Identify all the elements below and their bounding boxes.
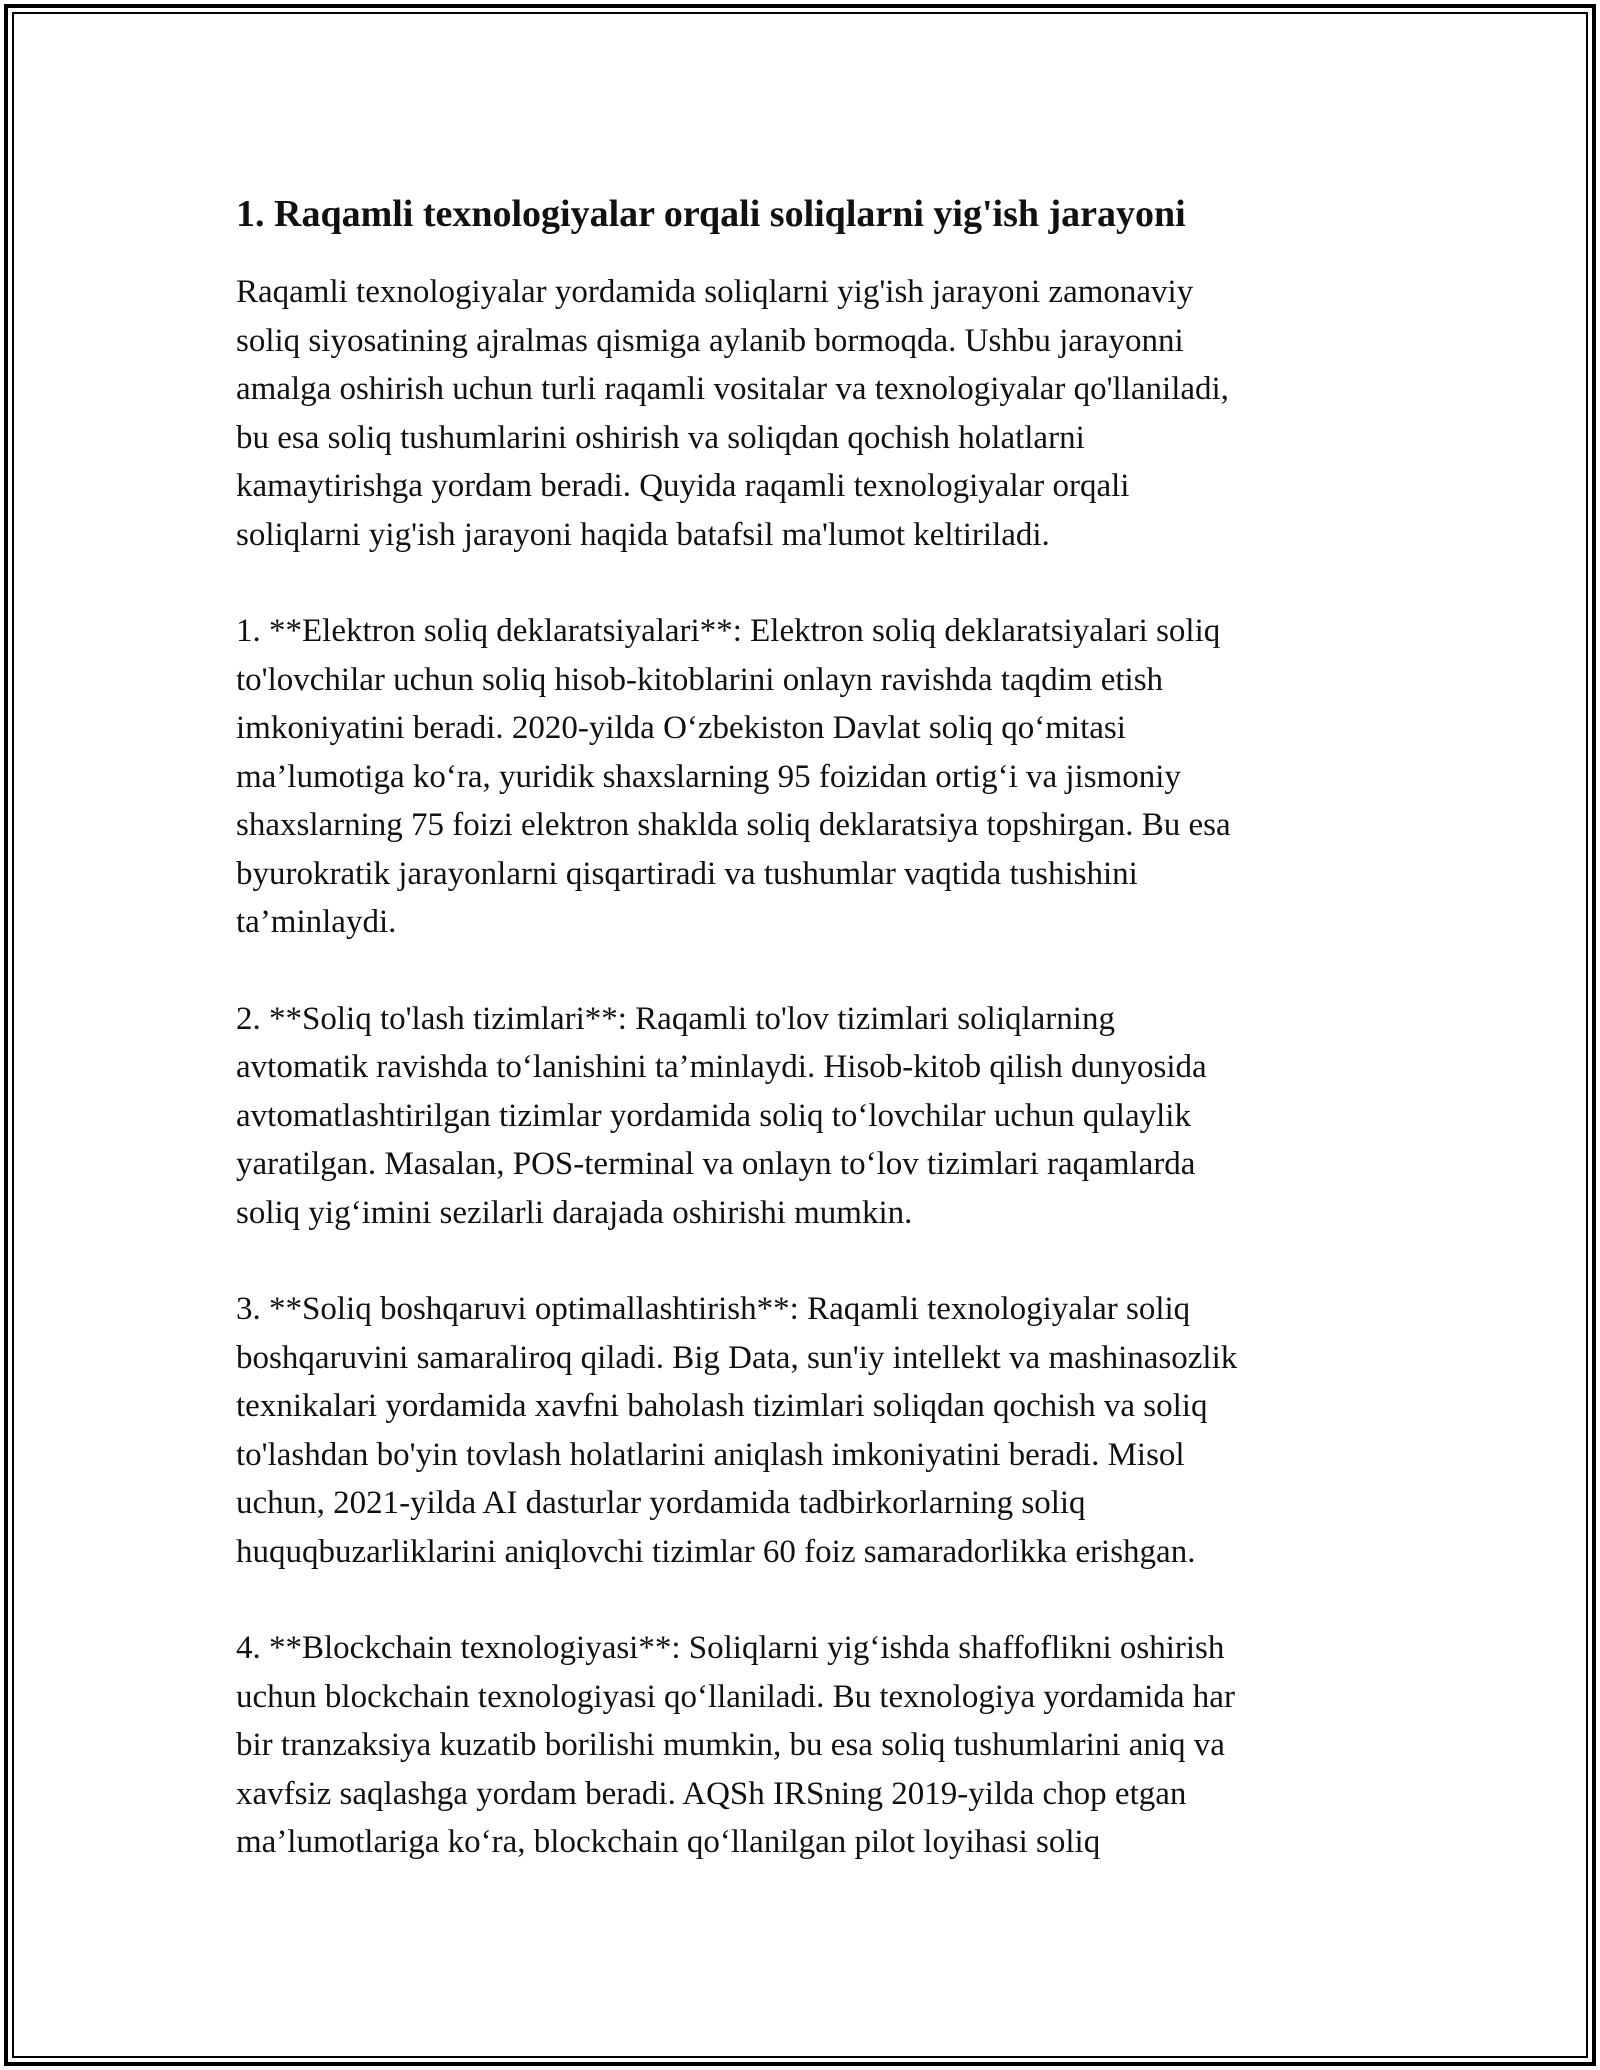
text-line: soliq yig‘imini sezilarli darajada oshirishi mumkin. — [236, 1194, 913, 1231]
text-line: amalga oshirish uchun turli raqamli vositalar va texnologiyalar qo'llaniladi, — [236, 371, 1229, 407]
text-line: uchun, 2021-yilda AI dasturlar yordamida tadbirkorlarning soliq — [236, 1485, 1086, 1521]
text-line: ma’lumotlariga ko‘ra, blockchain qo‘llanilgan pilot loyihasi soliq — [236, 1824, 1101, 1860]
paragraph — [236, 1624, 1386, 1867]
text-line: bir tranzaksiya kuzatib borilishi mumkin, bu esa soliq tushumlarini aniq va — [236, 1727, 1225, 1763]
paragraph — [236, 268, 1386, 559]
text-line: uchun blockchain texnologiyasi qo‘llaniladi. Bu texnologiya yordamida har — [236, 1678, 1235, 1715]
text-line: boshqaruvini samaraliroq qiladi. Big Data, sun'iy intellekt va mashinasozlik — [236, 1339, 1238, 1376]
text-line: ma’lumotiga ko‘ra, yuridik shaxslarning 95 foizidan ortig‘i va jismoniy — [236, 758, 1181, 795]
paragraph — [236, 1285, 1386, 1576]
text-line: 4. **Blockchain texnologiyasi**: Soliqlarni yig‘ishda shaffoflikni oshirish — [236, 1630, 1225, 1666]
text-line: to'lashdan bo'yin tovlash holatlarini aniqlash imkoniyatini beradi. Misol — [236, 1436, 1185, 1473]
text-line: avtomatik ravishda to‘lanishini ta’minlaydi. Hisob-kitob qilish dunyosida — [236, 1049, 1207, 1085]
document-body — [236, 186, 1386, 1915]
text-line: yaratilgan. Masalan, POS-terminal va onlayn to‘lov tizimlari raqamlarda — [236, 1146, 1196, 1182]
text-line: avtomatlashtirilgan tizimlar yordamida soliq to‘lovchilar uchun qulaylik — [236, 1097, 1191, 1134]
text-line: 2. **Soliq to'lash tizimlari**: Raqamli to'lov tizimlari soliqlarning — [236, 1000, 1115, 1037]
text-line: huquqbuzarliklarini aniqlovchi tizimlar 60 foiz samaradorlikka erishgan. — [236, 1533, 1196, 1570]
text-line: imkoniyatini beradi. 2020-yilda O‘zbekiston Davlat soliq qo‘mitasi — [236, 710, 1126, 746]
paragraph — [236, 995, 1386, 1238]
text-line: xavfsiz saqlashga yordam beradi. AQSh IRSning 2019-yilda chop etgan — [236, 1775, 1187, 1812]
text-line: texnikalari yordamida xavfni baholash tizimlari soliqdan qochish va soliq — [236, 1388, 1208, 1424]
paragraph — [236, 607, 1386, 947]
text-line: soliq siyosatining ajralmas qismiga aylanib bormoqda. Ushbu jarayonni — [236, 322, 1184, 359]
text-line: to'lovchilar uchun soliq hisob-kitoblarini onlayn ravishda taqdim etish — [236, 661, 1164, 698]
text-line: 1. **Elektron soliq deklaratsiyalari**: Elektron soliq deklaratsiyalari soliq — [236, 613, 1221, 649]
paragraph-list — [236, 268, 1386, 1867]
text-line: kamaytirishga yordam beradi. Quyida raqamli texnologiyalar orqali — [236, 468, 1130, 504]
text-line: ta’minlaydi. — [236, 904, 397, 940]
section-heading: 1. Raqamli texnologiyalar orqali soliqlarni yig'ish jarayoni — [236, 193, 1186, 235]
text-line: shaxslarning 75 foizi elektron shaklda soliq deklaratsiya topshirgan. Bu esa — [236, 807, 1231, 843]
text-line: bu esa soliq tushumlarini oshirish va soliqdan qochish holatlarni — [236, 419, 1085, 456]
text-line: byurokratik jarayonlarni qisqartiradi va tushumlar vaqtida tushishini — [236, 855, 1138, 892]
text-line: soliqlarni yig'ish jarayoni haqida batafsil ma'lumot keltiriladi. — [236, 516, 1050, 553]
text-line: 3. **Soliq boshqaruvi optimallashtirish**: Raqamli texnologiyalar soliq — [236, 1291, 1191, 1327]
text-line: Raqamli texnologiyalar yordamida soliqlarni yig'ish jarayoni zamonaviy — [236, 274, 1194, 310]
